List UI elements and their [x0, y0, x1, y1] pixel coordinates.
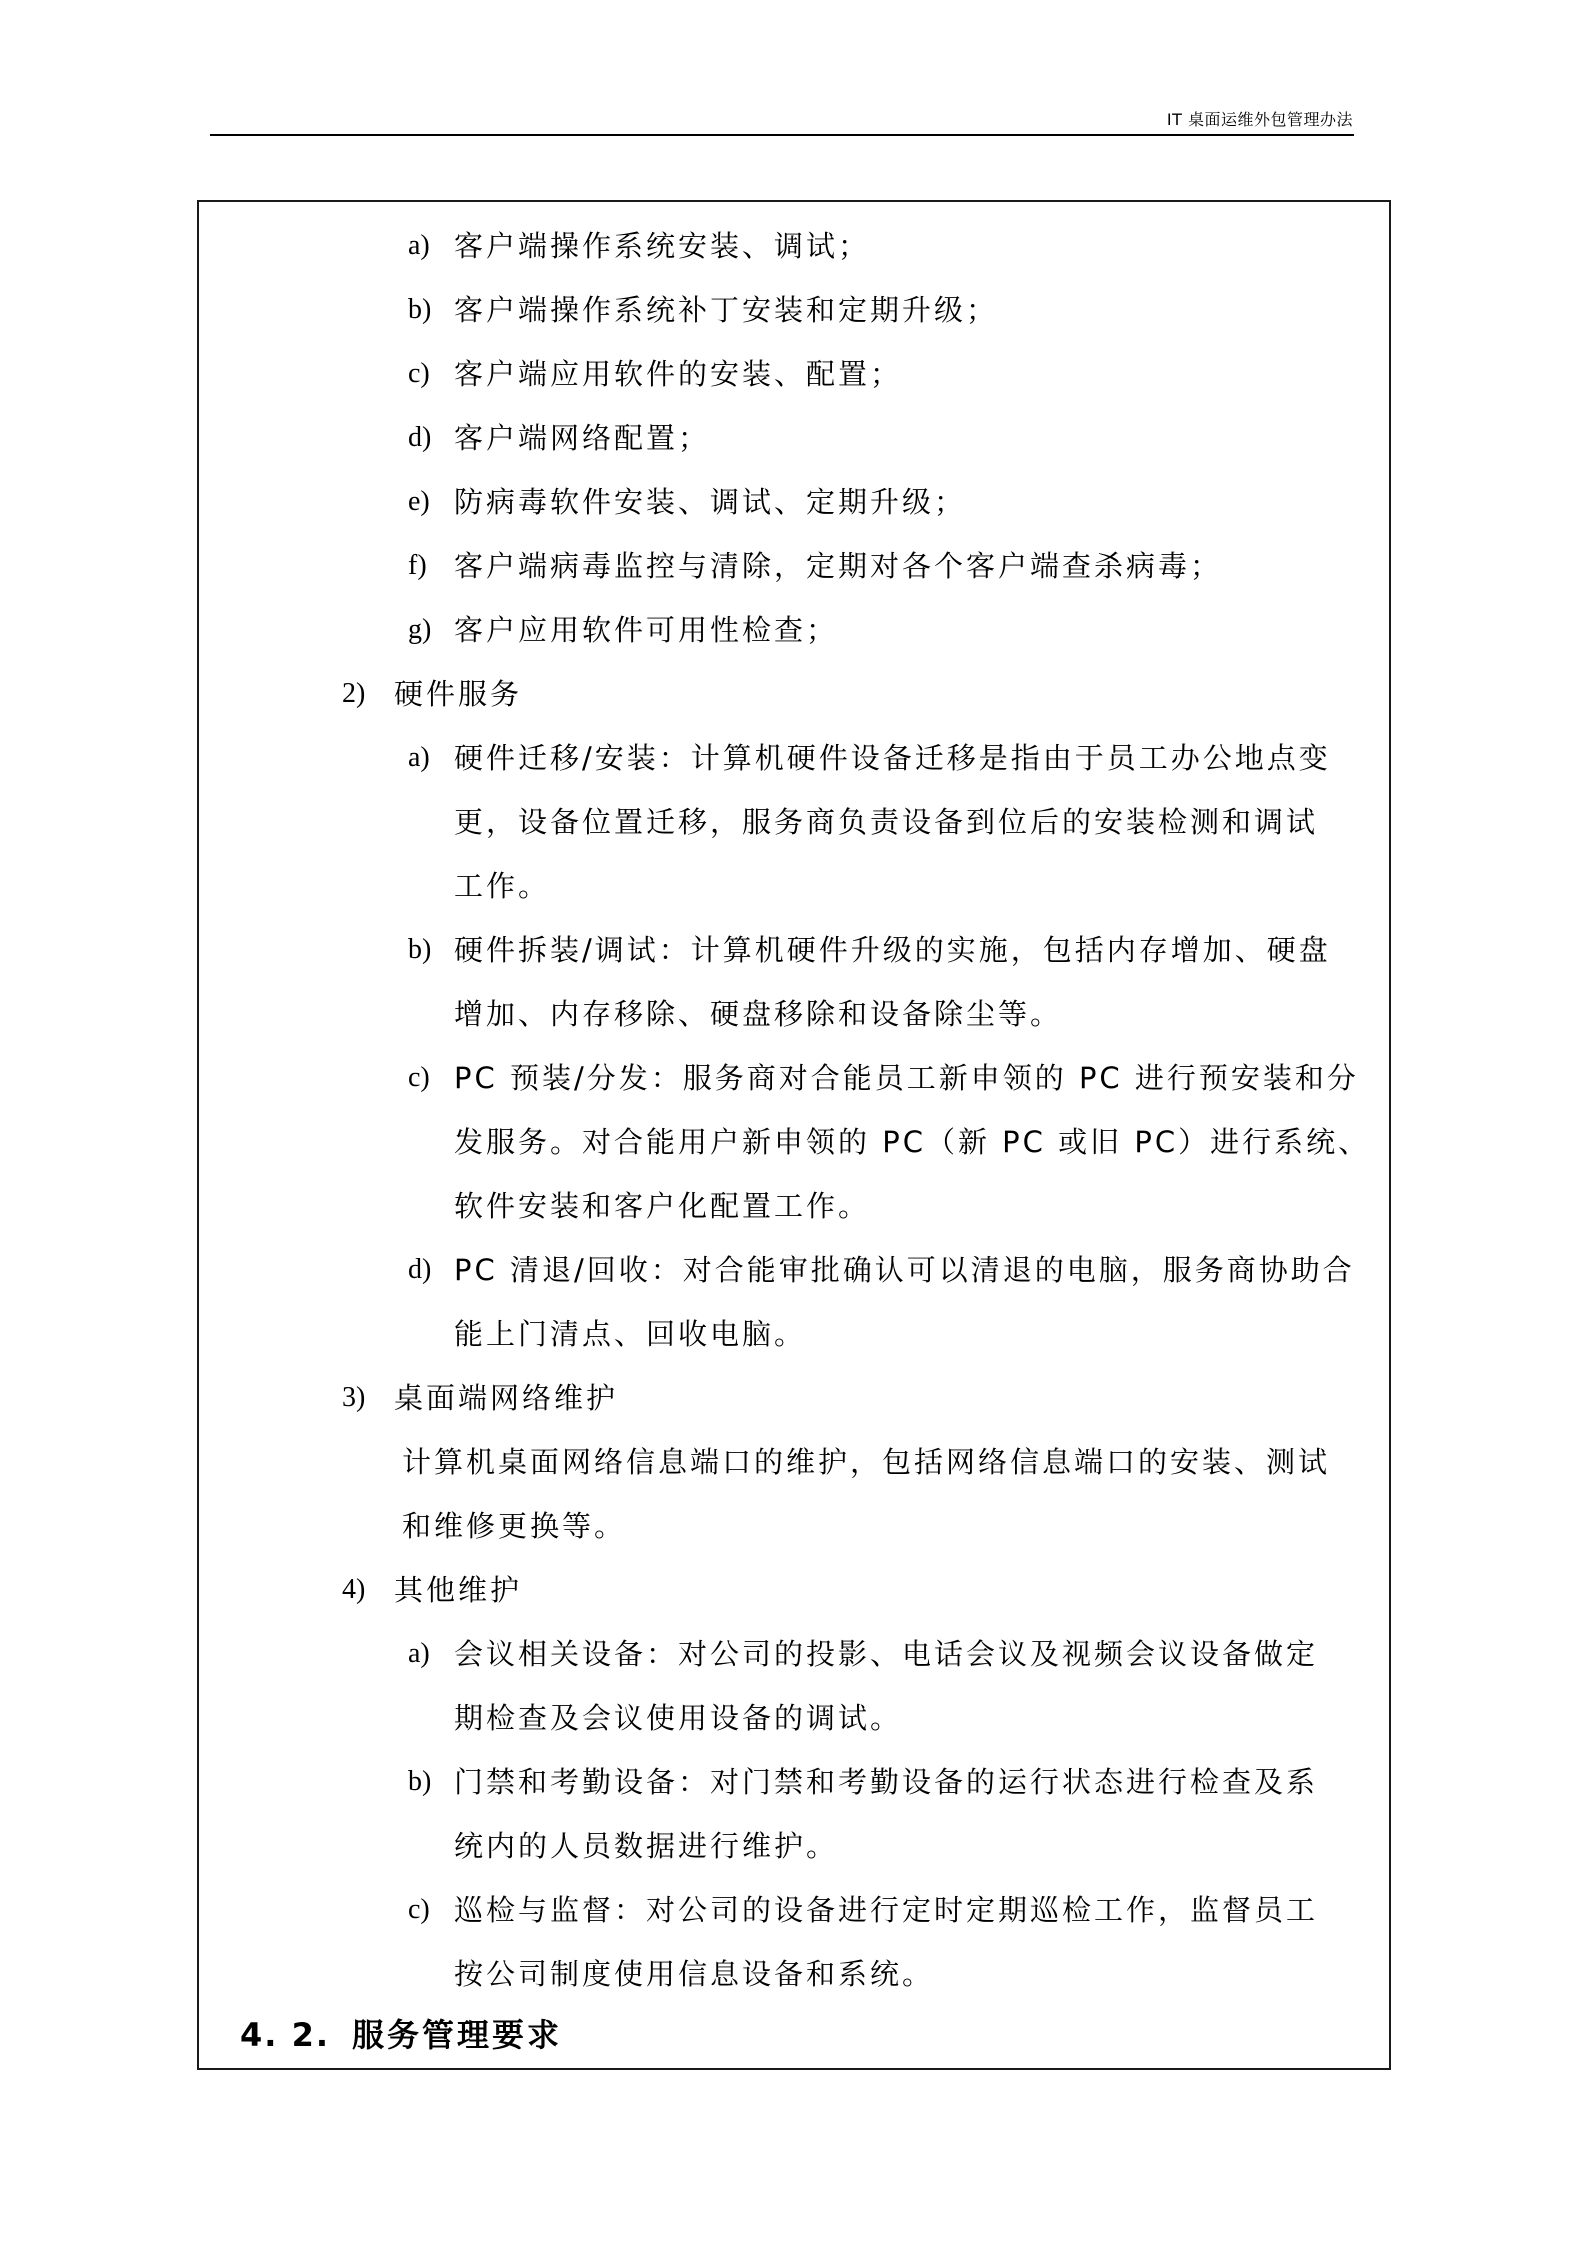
- list-item-text: [394, 1558, 522, 1622]
- list-item-marker: b): [408, 1766, 432, 1797]
- list-item-marker: a): [408, 230, 430, 261]
- list-item-text: [454, 470, 966, 534]
- text-line: 客户端应用软件的安装、配置；: [454, 357, 903, 391]
- section-heading-title: 服务管理要求: [352, 2016, 563, 2054]
- text-line: 软件安装和客户化配置工作。: [454, 1189, 871, 1223]
- list-item-marker: g): [408, 614, 432, 645]
- list-item-marker: c): [408, 358, 430, 389]
- list-item-text: [454, 534, 1222, 598]
- list-item: [199, 342, 1389, 406]
- list-item-marker: f): [408, 550, 427, 581]
- list-item-text: [454, 918, 1331, 1046]
- list-item-marker: b): [408, 294, 432, 325]
- text-line: 硬件服务: [394, 677, 523, 711]
- list-item-marker: d): [408, 1254, 432, 1285]
- list-item: [199, 470, 1389, 534]
- list-item-text: [454, 598, 838, 662]
- text-line: 硬件迁移/安装：计算机硬件设备迁移是指由于员工办公地点变: [454, 741, 1331, 775]
- list-item-text: [454, 1750, 1318, 1878]
- text-line: 期检查及会议使用设备的调试。: [454, 1701, 903, 1735]
- list-item-text: [454, 1878, 1318, 2006]
- list-item: [199, 214, 1389, 278]
- list-item: [199, 406, 1389, 470]
- text-line: 其他维护: [394, 1573, 523, 1607]
- text-line: 发服务。对合能用户新申领的 PC（新 PC 或旧 PC）进行系统、: [454, 1125, 1371, 1159]
- text-line: 巡检与监督：对公司的设备进行定时定期巡检工作，监督员工: [454, 1893, 1319, 1927]
- text-line: 客户端网络配置；: [454, 421, 711, 455]
- list-item-marker: b): [408, 934, 432, 965]
- list-item: [199, 1622, 1389, 1750]
- list-item-marker: c): [408, 1894, 430, 1925]
- list-item: [199, 1750, 1389, 1878]
- text-line: 硬件拆装/调试：计算机硬件升级的实施，包括内存增加、硬盘: [454, 933, 1331, 967]
- text-line: 客户端病毒监控与清除，定期对各个客户端查杀病毒；: [454, 549, 1223, 583]
- list-item: [199, 278, 1389, 342]
- text-line: 客户端操作系统安装、调试；: [454, 229, 871, 263]
- list-item: [199, 1238, 1389, 1366]
- list-item-text: [454, 406, 710, 470]
- text-line: 门禁和考勤设备：对门禁和考勤设备的运行状态进行检查及系: [454, 1765, 1319, 1799]
- list-item: [199, 534, 1389, 598]
- list-item: [199, 1878, 1389, 2006]
- text-line: 防病毒软件安装、调试、定期升级；: [454, 485, 967, 519]
- text-line: 增加、内存移除、硬盘移除和设备除尘等。: [454, 997, 1063, 1031]
- text-line: 桌面端网络维护: [394, 1381, 619, 1415]
- header-rule: [210, 134, 1354, 136]
- list-item-marker: c): [408, 1062, 430, 1093]
- list-item: [199, 726, 1389, 918]
- list-item: [199, 1558, 1389, 1622]
- list-item-marker: 3): [342, 1382, 366, 1413]
- section-heading: [199, 2010, 1389, 2060]
- text-line: 能上门清点、回收电脑。: [454, 1317, 807, 1351]
- list-item-marker: d): [408, 422, 432, 453]
- text-line: 统内的人员数据进行维护。: [454, 1829, 839, 1863]
- list-item-text: [454, 1622, 1318, 1750]
- paragraph: [199, 1430, 1389, 1558]
- document-list: [199, 202, 1389, 2006]
- list-item-text: [394, 662, 522, 726]
- list-item: [199, 1366, 1389, 1430]
- list-item: [199, 1046, 1389, 1238]
- list-item-marker: 2): [342, 678, 366, 709]
- list-item-text: [454, 1238, 1355, 1366]
- text-line: 和维修更换等。: [402, 1509, 627, 1543]
- content-box: [197, 200, 1391, 2070]
- text-line: PC 清退/回收：对合能审批确认可以清退的电脑，服务商协助合: [454, 1253, 1355, 1287]
- list-item-marker: 4): [342, 1574, 366, 1605]
- list-item-marker: a): [408, 742, 430, 773]
- list-item-text: [454, 342, 902, 406]
- text-line: 工作。: [454, 869, 551, 903]
- list-item-text: [394, 1366, 618, 1430]
- header-title: IT 桌面运维外包管理办法: [1166, 110, 1353, 129]
- text-line: 按公司制度使用信息设备和系统。: [454, 1957, 935, 1991]
- list-item-marker: e): [408, 486, 430, 517]
- list-item-text: [454, 726, 1331, 918]
- list-item-text: [402, 1430, 1330, 1558]
- text-line: 会议相关设备：对公司的投影、电话会议及视频会议设备做定: [454, 1637, 1319, 1671]
- list-item-text: [454, 278, 998, 342]
- list-item-marker: a): [408, 1638, 430, 1669]
- text-line: 更，设备位置迁移，服务商负责设备到位后的安装检测和调试: [454, 805, 1319, 839]
- text-line: 计算机桌面网络信息端口的维护，包括网络信息端口的安装、测试: [402, 1445, 1331, 1479]
- list-item: [199, 918, 1389, 1046]
- list-item-text: [454, 214, 870, 278]
- text-line: PC 预装/分发：服务商对合能员工新申领的 PC 进行预安装和分: [454, 1061, 1359, 1095]
- text-line: 客户应用软件可用性检查；: [454, 613, 839, 647]
- section-heading-number: 4. 2.: [240, 2016, 330, 2054]
- list-item: [199, 598, 1389, 662]
- text-line: 客户端操作系统补丁安装和定期升级；: [454, 293, 999, 327]
- list-item: [199, 662, 1389, 726]
- list-item-text: [454, 1046, 1370, 1238]
